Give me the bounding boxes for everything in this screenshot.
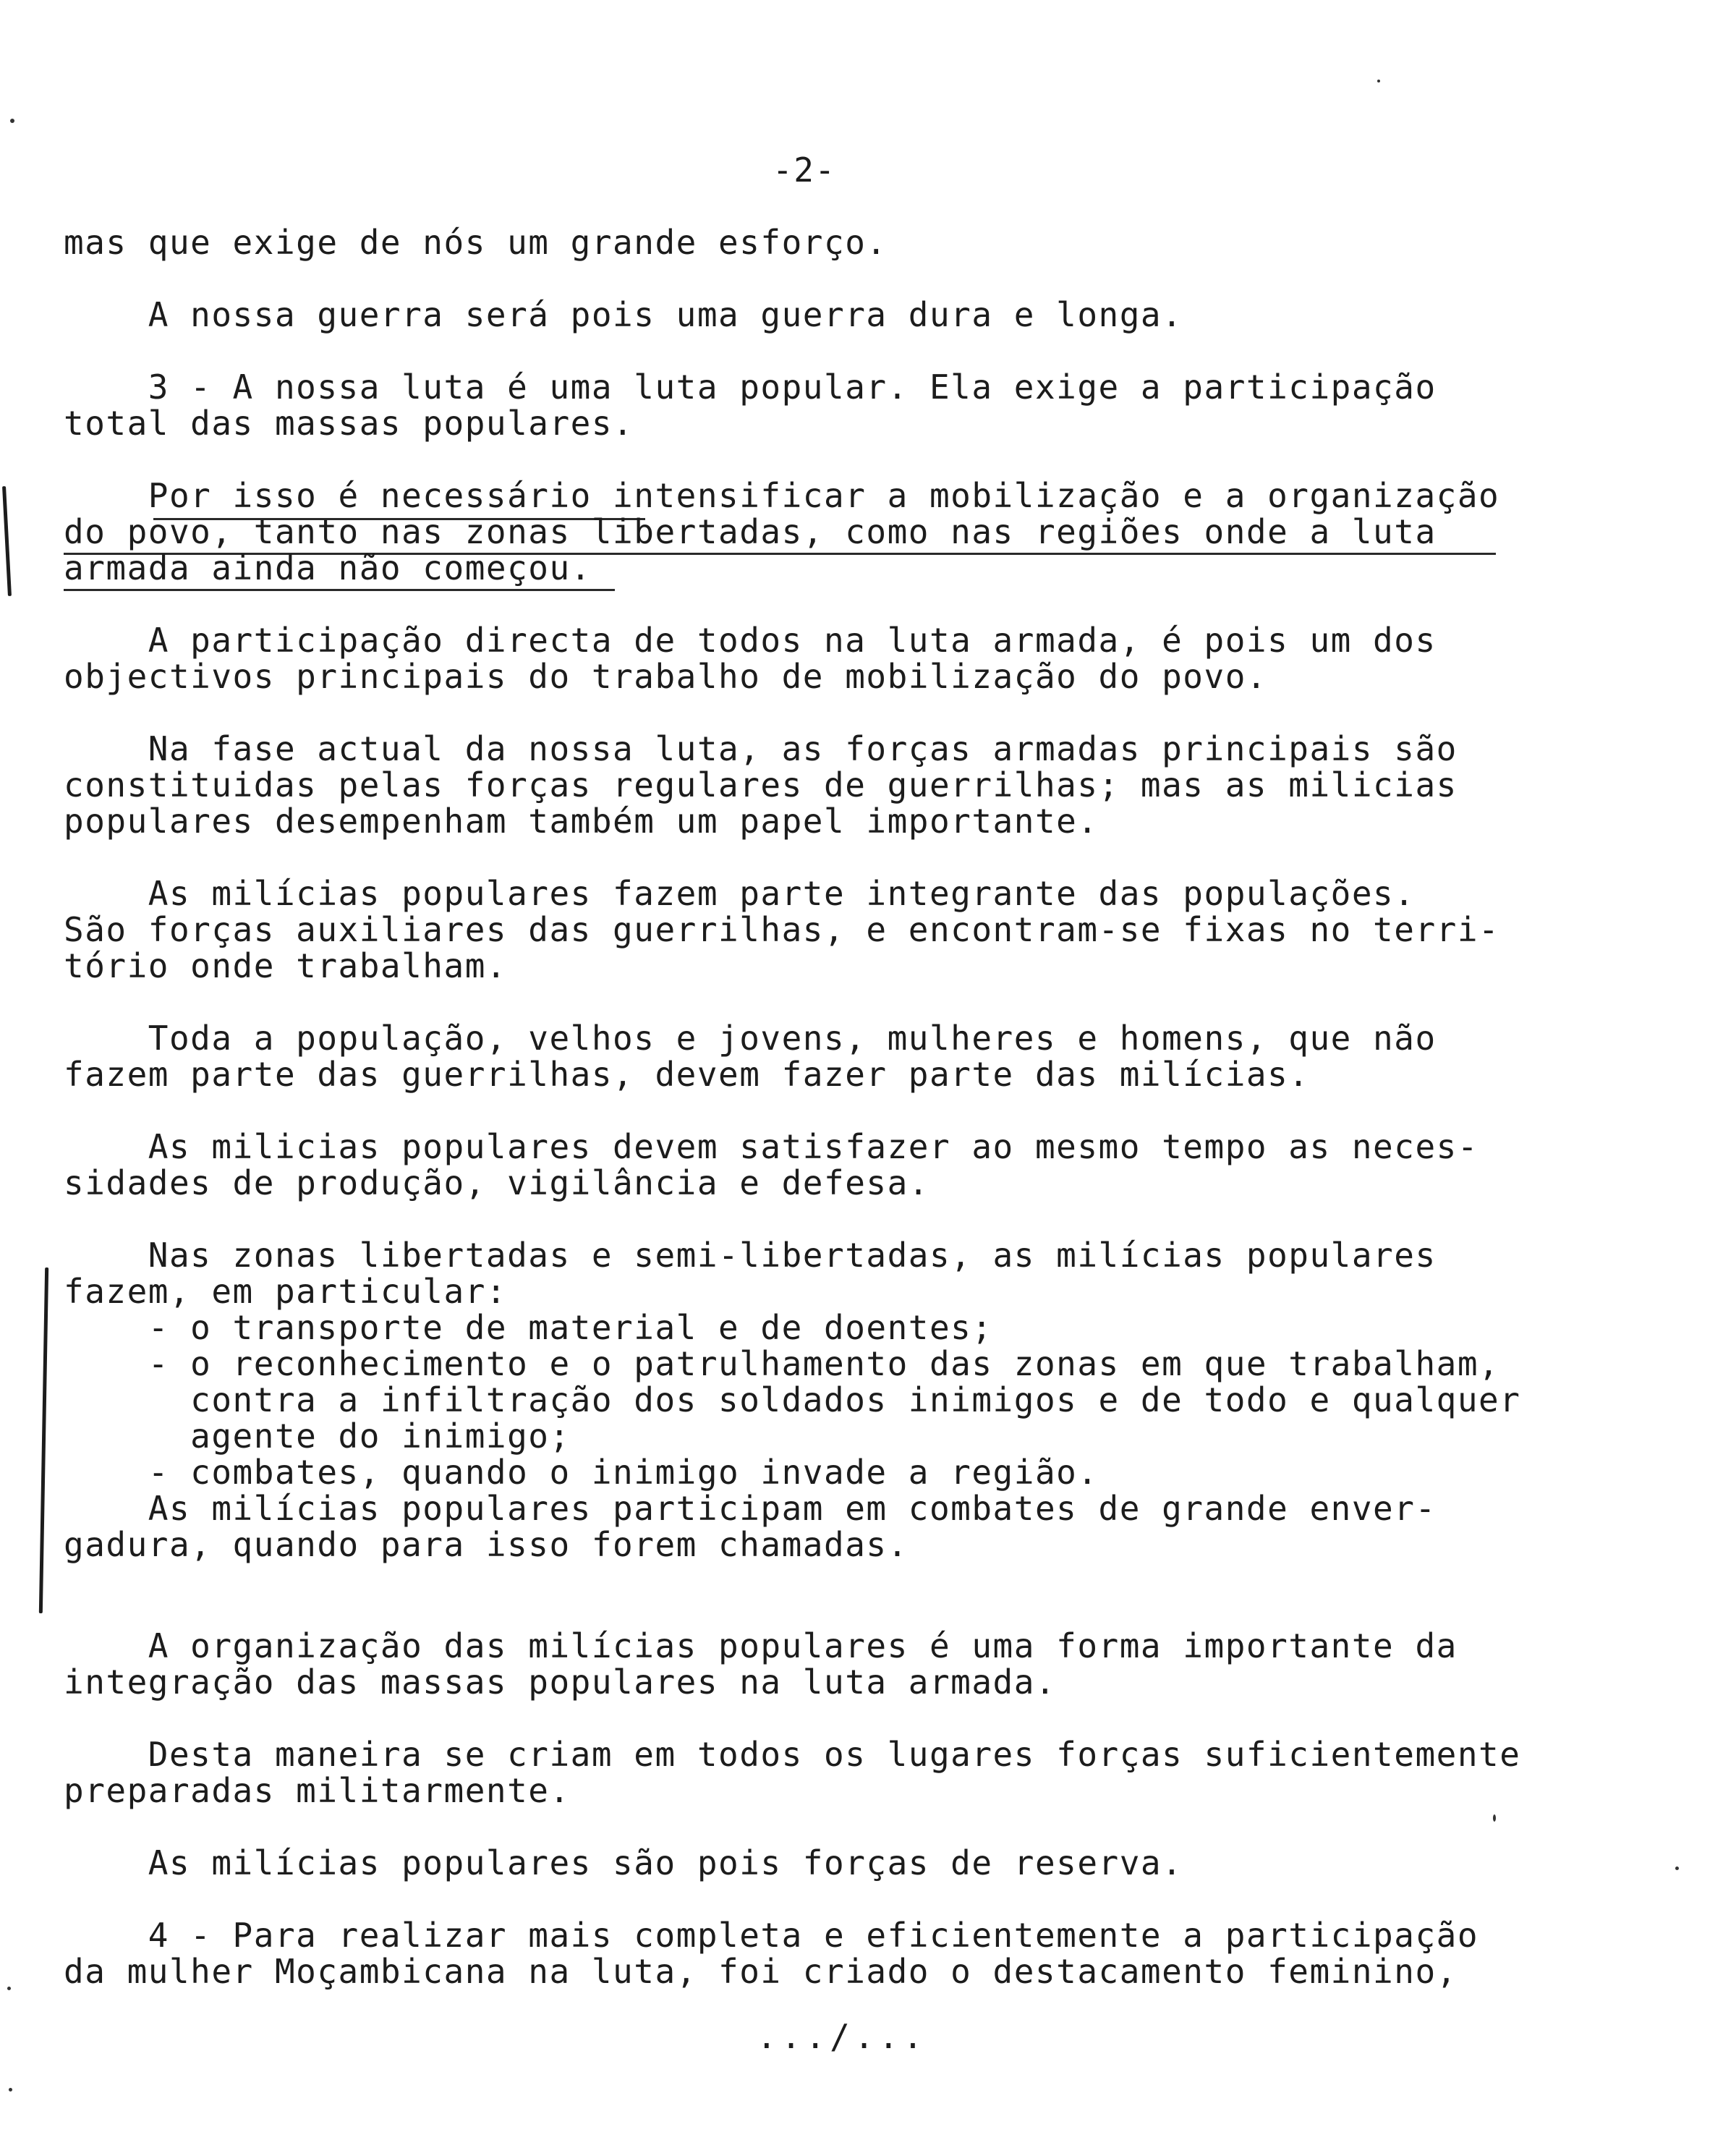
- scan-speck: [1377, 80, 1380, 82]
- text-line: agente do inimigo;: [64, 1417, 571, 1456]
- scan-speck: [1493, 1814, 1496, 1822]
- text-line: sidades de produção, vigilância e defesa.: [64, 1163, 929, 1202]
- text-line: populares desempenham também um papel importante.: [64, 802, 1099, 841]
- text-line: fazem, em particular:: [64, 1272, 508, 1311]
- text-line: A organização das milícias populares é uma forma importante da: [64, 1626, 1458, 1665]
- text-line: preparadas militarmente.: [64, 1771, 571, 1810]
- text-line: Por isso é necessário intensificar a mobilização e a organização: [64, 476, 1500, 515]
- underline-mark: [64, 589, 615, 591]
- text-line: As milicias populares devem satisfazer ao mesmo tempo as neces-: [64, 1127, 1479, 1166]
- scan-speck: [7, 1987, 11, 1990]
- text-line: 3 - A nossa luta é uma luta popular. Ela exige a participação: [64, 368, 1437, 407]
- text-line: Nas zonas libertadas e semi-libertadas, as milícias populares: [64, 1236, 1437, 1275]
- text-line: Na fase actual da nossa luta, as forças armadas principais são: [64, 729, 1458, 768]
- continuation-marker: .../...: [757, 2017, 927, 2056]
- margin-mark-bottom: [39, 1267, 48, 1613]
- text-line: do povo, tanto nas zonas libertadas, como nas regiões onde a luta: [64, 512, 1437, 551]
- margin-mark-top: [2, 486, 12, 596]
- text-line: - combates, quando o inimigo invade a região.: [64, 1453, 1099, 1492]
- text-line: tório onde trabalham.: [64, 946, 508, 985]
- text-line: 4 - Para realizar mais completa e eficientemente a participação: [64, 1916, 1479, 1955]
- text-line: objectivos principais do trabalho de mobilização do povo.: [64, 657, 1268, 696]
- text-line: São forças auxiliares das guerrilhas, e encontram-se fixas no terri-: [64, 910, 1500, 949]
- text-line: gadura, quando para isso forem chamadas.: [64, 1525, 909, 1564]
- text-line: Toda a população, velhos e jovens, mulheres e homens, que não: [64, 1019, 1437, 1058]
- page-number: -2-: [773, 150, 836, 190]
- text-line: integração das massas populares na luta armada.: [64, 1662, 1057, 1702]
- text-line: Desta maneira se criam em todos os lugares forças suficientemente: [64, 1735, 1521, 1774]
- text-line: A nossa guerra será pois uma guerra dura e longa.: [64, 295, 1183, 334]
- text-line: - o transporte de material e de doentes;: [64, 1308, 993, 1347]
- text-line: constituidas pelas forças regulares de guerrilhas; mas as milicias: [64, 765, 1458, 804]
- text-line: mas que exige de nós um grande esforço.: [64, 223, 888, 262]
- scan-speck: [9, 2088, 12, 2092]
- text-line: As milícias populares fazem parte integrante das populações.: [64, 874, 1416, 913]
- text-line: - o reconhecimento e o patrulhamento das zonas em que trabalham,: [64, 1344, 1500, 1383]
- scan-speck: [1675, 1867, 1679, 1870]
- text-line: da mulher Moçambicana na luta, foi criado o destacamento feminino,: [64, 1952, 1458, 1991]
- text-line: fazem parte das guerrilhas, devem fazer parte das milícias.: [64, 1055, 1310, 1094]
- text-line: contra a infiltração dos soldados inimigos e de todo e qualquer: [64, 1380, 1521, 1419]
- text-line: As milícias populares participam em combates de grande enver-: [64, 1489, 1437, 1528]
- text-line: As milícias populares são pois forças de reserva.: [64, 1843, 1183, 1882]
- text-line: A participação directa de todos na luta armada, é pois um dos: [64, 621, 1437, 660]
- text-line: armada ainda não começou.: [64, 548, 592, 587]
- scan-speck: [10, 119, 14, 123]
- text-line: total das massas populares.: [64, 404, 634, 443]
